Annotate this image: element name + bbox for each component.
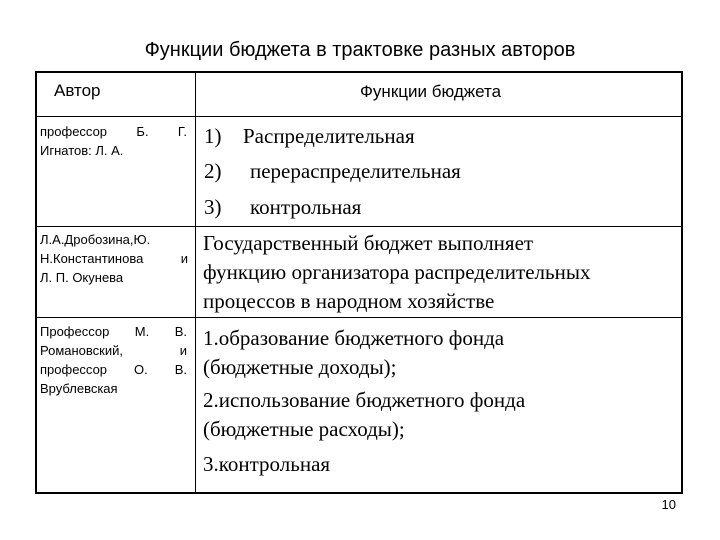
list-text: Распределительная — [243, 124, 415, 148]
page-number: 10 — [661, 497, 676, 512]
author-cell-line: профессор Б. Г. — [40, 124, 187, 139]
function-list-item — [204, 157, 461, 186]
function-list-item — [204, 193, 361, 222]
function-text-line: 3.контрольная — [203, 452, 331, 476]
author-cell-line: Н.Константинова и — [40, 251, 188, 266]
function-text-line: процессов в народном хозяйстве — [203, 289, 495, 313]
list-number: 2) — [204, 159, 222, 183]
functions-table — [35, 71, 683, 494]
author-cell-line: Профессор М. В. — [40, 324, 187, 339]
function-text-line: 1.образование бюджетного фонда — [203, 326, 505, 350]
list-text: контрольная — [250, 195, 362, 219]
slide-title: Функции бюджета в трактовке разных авторов — [144, 39, 576, 61]
function-text-line: 2.использование бюджетного фонда — [203, 388, 526, 412]
author-cell-line: Игнатов: Л. А. — [40, 143, 124, 158]
header-author: Автор — [54, 81, 101, 100]
author-cell-line: Врублевская — [40, 381, 118, 396]
list-number: 3) — [204, 195, 222, 219]
function-text-line: (бюджетные расходы); — [203, 417, 405, 441]
list-number: 1) — [204, 124, 222, 148]
header-divider — [37, 116, 681, 117]
function-list-item — [204, 122, 415, 151]
author-cell-line: Л. П. Окунева — [40, 270, 124, 285]
author-cell-line: Романовский, и — [40, 343, 187, 358]
function-text-line: (бюджетные доходы); — [203, 355, 397, 379]
author-cell-line: профессор О. В. — [40, 362, 187, 377]
author-cell-line: Л.А.Дробозина,Ю. — [40, 232, 151, 247]
header-functions: Функции бюджета — [360, 82, 502, 101]
list-text: перераспределительная — [250, 159, 461, 183]
function-text-line: функцию организатора распределительных — [203, 260, 591, 284]
function-text-line: Государственный бюджет выполняет — [203, 231, 534, 255]
row-divider-1 — [37, 226, 681, 227]
row-divider-2 — [37, 317, 681, 318]
column-divider — [195, 73, 196, 492]
